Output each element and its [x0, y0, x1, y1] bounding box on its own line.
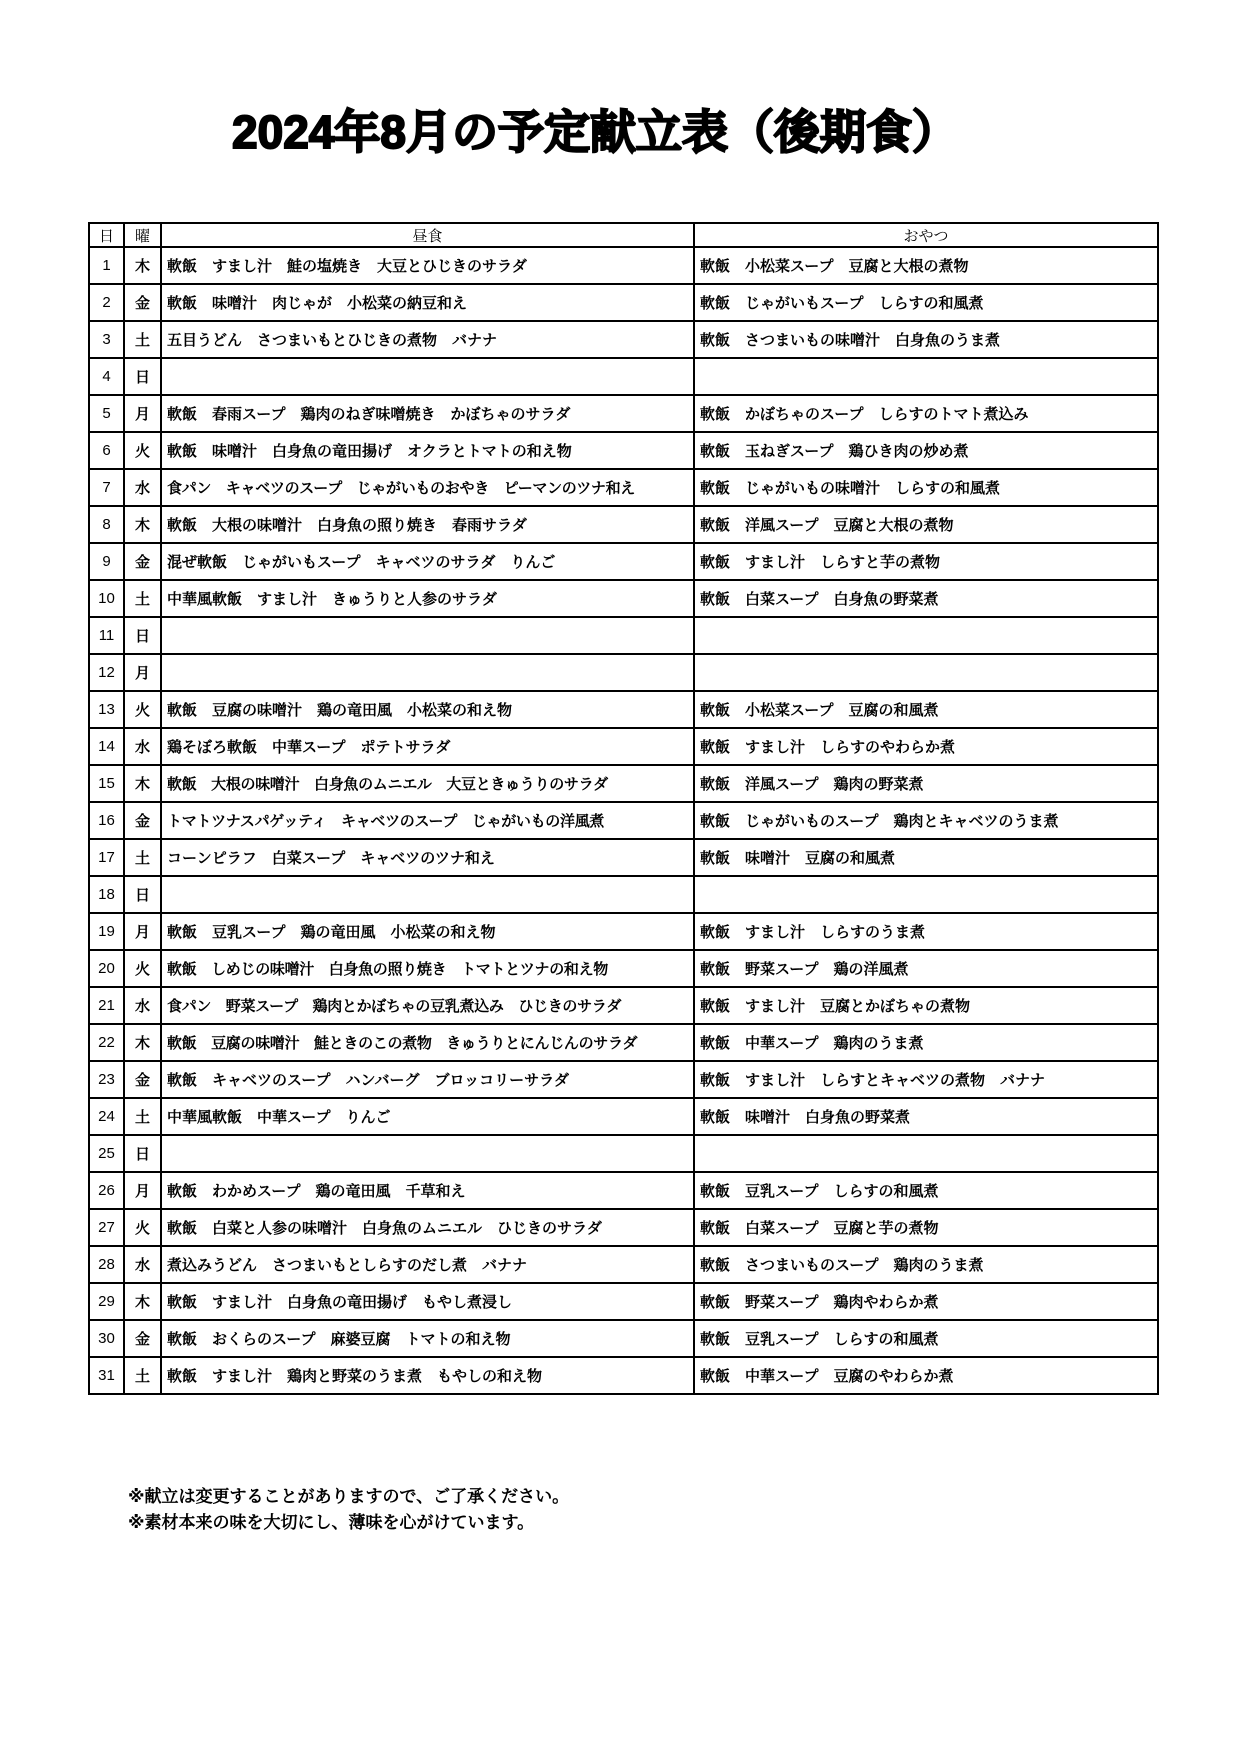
cell-weekday: 金	[124, 802, 161, 839]
table-row	[89, 395, 1158, 432]
cell-lunch: 軟飯 すまし汁 白身魚の竜田揚げ もやし煮浸し	[161, 1283, 694, 1320]
cell-snack: 軟飯 味噌汁 白身魚の野菜煮	[694, 1098, 1158, 1135]
cell-day: 29	[89, 1283, 124, 1320]
table-row	[89, 654, 1158, 691]
cell-lunch: 軟飯 すまし汁 鶏肉と野菜のうま煮 もやしの和え物	[161, 1357, 694, 1394]
cell-snack: 軟飯 野菜スープ 鶏の洋風煮	[694, 950, 1158, 987]
table-row	[89, 691, 1158, 728]
table-row	[89, 728, 1158, 765]
table-row	[89, 358, 1158, 395]
cell-snack: 軟飯 豆乳スープ しらすの和風煮	[694, 1320, 1158, 1357]
cell-snack: 軟飯 じゃがいもの味噌汁 しらすの和風煮	[694, 469, 1158, 506]
cell-day: 25	[89, 1135, 124, 1172]
cell-day: 16	[89, 802, 124, 839]
cell-snack: 軟飯 さつまいもの味噌汁 白身魚のうま煮	[694, 321, 1158, 358]
cell-snack	[694, 1135, 1158, 1172]
cell-weekday: 木	[124, 247, 161, 284]
cell-weekday: 水	[124, 728, 161, 765]
cell-snack	[694, 358, 1158, 395]
cell-snack: 軟飯 中華スープ 鶏肉のうま煮	[694, 1024, 1158, 1061]
cell-weekday: 日	[124, 358, 161, 395]
cell-weekday: 月	[124, 913, 161, 950]
cell-snack: 軟飯 白菜スープ 豆腐と芋の煮物	[694, 1209, 1158, 1246]
cell-snack: 軟飯 豆乳スープ しらすの和風煮	[694, 1172, 1158, 1209]
cell-snack: 軟飯 中華スープ 豆腐のやわらか煮	[694, 1357, 1158, 1394]
cell-day: 5	[89, 395, 124, 432]
table-row	[89, 950, 1158, 987]
cell-snack: 軟飯 じゃがいもスープ しらすの和風煮	[694, 284, 1158, 321]
cell-day: 31	[89, 1357, 124, 1394]
table-row	[89, 1135, 1158, 1172]
table-row	[89, 1209, 1158, 1246]
cell-lunch: 軟飯 豆腐の味噌汁 鶏の竜田風 小松菜の和え物	[161, 691, 694, 728]
table-row	[89, 839, 1158, 876]
cell-snack: 軟飯 じゃがいものスープ 鶏肉とキャベツのうま煮	[694, 802, 1158, 839]
cell-day: 7	[89, 469, 124, 506]
table-row	[89, 506, 1158, 543]
cell-lunch: 軟飯 大根の味噌汁 白身魚の照り焼き 春雨サラダ	[161, 506, 694, 543]
table-row	[89, 321, 1158, 358]
cell-day: 6	[89, 432, 124, 469]
cell-weekday: 土	[124, 580, 161, 617]
cell-lunch: コーンピラフ 白菜スープ キャベツのツナ和え	[161, 839, 694, 876]
cell-snack	[694, 617, 1158, 654]
cell-weekday: 日	[124, 617, 161, 654]
cell-day: 13	[89, 691, 124, 728]
cell-weekday: 火	[124, 1209, 161, 1246]
cell-day: 15	[89, 765, 124, 802]
cell-lunch: 食パン 野菜スープ 鶏肉とかぼちゃの豆乳煮込み ひじきのサラダ	[161, 987, 694, 1024]
header-lunch: 昼食	[161, 223, 694, 247]
cell-snack: 軟飯 味噌汁 豆腐の和風煮	[694, 839, 1158, 876]
cell-snack	[694, 876, 1158, 913]
header-row	[89, 223, 1158, 247]
cell-day: 4	[89, 358, 124, 395]
cell-lunch	[161, 654, 694, 691]
cell-lunch: 軟飯 味噌汁 肉じゃが 小松菜の納豆和え	[161, 284, 694, 321]
cell-snack: 軟飯 すまし汁 しらすのやわらか煮	[694, 728, 1158, 765]
cell-weekday: 木	[124, 765, 161, 802]
table-row	[89, 543, 1158, 580]
cell-lunch	[161, 617, 694, 654]
table-row	[89, 432, 1158, 469]
cell-lunch: 軟飯 わかめスープ 鶏の竜田風 千草和え	[161, 1172, 694, 1209]
cell-lunch: 軟飯 おくらのスープ 麻婆豆腐 トマトの和え物	[161, 1320, 694, 1357]
cell-lunch: 軟飯 すまし汁 鮭の塩焼き 大豆とひじきのサラダ	[161, 247, 694, 284]
cell-day: 28	[89, 1246, 124, 1283]
cell-day: 26	[89, 1172, 124, 1209]
cell-weekday: 木	[124, 1283, 161, 1320]
cell-day: 9	[89, 543, 124, 580]
cell-weekday: 金	[124, 284, 161, 321]
cell-snack: 軟飯 さつまいものスープ 鶏肉のうま煮	[694, 1246, 1158, 1283]
table-row	[89, 1024, 1158, 1061]
cell-weekday: 土	[124, 321, 161, 358]
cell-weekday: 水	[124, 1246, 161, 1283]
menu-table-body	[89, 247, 1158, 1394]
cell-weekday: 火	[124, 432, 161, 469]
table-row	[89, 1357, 1158, 1394]
table-row	[89, 617, 1158, 654]
cell-weekday: 水	[124, 469, 161, 506]
cell-snack: 軟飯 小松菜スープ 豆腐の和風煮	[694, 691, 1158, 728]
cell-lunch: 五目うどん さつまいもとひじきの煮物 バナナ	[161, 321, 694, 358]
cell-lunch	[161, 1135, 694, 1172]
table-row	[89, 247, 1158, 284]
table-row	[89, 1098, 1158, 1135]
table-row	[89, 1061, 1158, 1098]
cell-lunch	[161, 358, 694, 395]
cell-day: 10	[89, 580, 124, 617]
cell-lunch: 軟飯 大根の味噌汁 白身魚のムニエル 大豆ときゅうりのサラダ	[161, 765, 694, 802]
cell-weekday: 土	[124, 1357, 161, 1394]
cell-weekday: 日	[124, 876, 161, 913]
cell-lunch: 軟飯 しめじの味噌汁 白身魚の照り焼き トマトとツナの和え物	[161, 950, 694, 987]
cell-weekday: 水	[124, 987, 161, 1024]
cell-weekday: 金	[124, 543, 161, 580]
footnote-flavor-notice: ※素材本来の味を大切にし、薄味を心がけています。	[128, 1512, 535, 1532]
cell-day: 21	[89, 987, 124, 1024]
cell-lunch: 軟飯 味噌汁 白身魚の竜田揚げ オクラとトマトの和え物	[161, 432, 694, 469]
cell-lunch: 煮込みうどん さつまいもとしらすのだし煮 バナナ	[161, 1246, 694, 1283]
cell-snack: 軟飯 白菜スープ 白身魚の野菜煮	[694, 580, 1158, 617]
table-row	[89, 987, 1158, 1024]
cell-lunch: 軟飯 春雨スープ 鶏肉のねぎ味噌焼き かぼちゃのサラダ	[161, 395, 694, 432]
header-snack: おやつ	[694, 223, 1158, 247]
table-row	[89, 1320, 1158, 1357]
table-row	[89, 1246, 1158, 1283]
cell-weekday: 火	[124, 950, 161, 987]
table-row	[89, 1172, 1158, 1209]
menu-table	[88, 222, 1159, 1395]
cell-day: 30	[89, 1320, 124, 1357]
cell-lunch: 食パン キャベツのスープ じゃがいものおやき ピーマンのツナ和え	[161, 469, 694, 506]
table-row	[89, 284, 1158, 321]
cell-day: 12	[89, 654, 124, 691]
footnote-change-notice: ※献立は変更することがありますので、ご了承ください。	[128, 1487, 570, 1506]
cell-weekday: 木	[124, 1024, 161, 1061]
cell-day: 17	[89, 839, 124, 876]
cell-weekday: 土	[124, 1098, 161, 1135]
cell-day: 3	[89, 321, 124, 358]
cell-lunch: 混ぜ軟飯 じゃがいもスープ キャベツのサラダ りんご	[161, 543, 694, 580]
cell-day: 18	[89, 876, 124, 913]
cell-weekday: 日	[124, 1135, 161, 1172]
cell-lunch	[161, 876, 694, 913]
footnotes	[128, 1484, 569, 1535]
cell-lunch: 軟飯 白菜と人参の味噌汁 白身魚のムニエル ひじきのサラダ	[161, 1209, 694, 1246]
cell-day: 8	[89, 506, 124, 543]
cell-weekday: 金	[124, 1061, 161, 1098]
cell-lunch: 鶏そぼろ軟飯 中華スープ ポテトサラダ	[161, 728, 694, 765]
cell-snack: 軟飯 野菜スープ 鶏肉やわらか煮	[694, 1283, 1158, 1320]
cell-snack: 軟飯 すまし汁 しらすとキャベツの煮物 バナナ	[694, 1061, 1158, 1098]
cell-weekday: 土	[124, 839, 161, 876]
table-row	[89, 765, 1158, 802]
cell-lunch: 軟飯 豆腐の味噌汁 鮭ときのこの煮物 きゅうりとにんじんのサラダ	[161, 1024, 694, 1061]
table-row	[89, 469, 1158, 506]
cell-weekday: 金	[124, 1320, 161, 1357]
cell-day: 2	[89, 284, 124, 321]
header-weekday: 曜	[124, 223, 161, 247]
table-row	[89, 802, 1158, 839]
table-row	[89, 1283, 1158, 1320]
cell-day: 20	[89, 950, 124, 987]
cell-weekday: 月	[124, 654, 161, 691]
cell-day: 11	[89, 617, 124, 654]
cell-snack: 軟飯 すまし汁 豆腐とかぼちゃの煮物	[694, 987, 1158, 1024]
cell-day: 14	[89, 728, 124, 765]
table-row	[89, 876, 1158, 913]
table-row	[89, 913, 1158, 950]
cell-snack: 軟飯 小松菜スープ 豆腐と大根の煮物	[694, 247, 1158, 284]
cell-day: 27	[89, 1209, 124, 1246]
cell-snack: 軟飯 洋風スープ 鶏肉の野菜煮	[694, 765, 1158, 802]
cell-weekday: 木	[124, 506, 161, 543]
cell-day: 22	[89, 1024, 124, 1061]
cell-lunch: 軟飯 キャベツのスープ ハンバーグ ブロッコリーサラダ	[161, 1061, 694, 1098]
cell-snack: 軟飯 洋風スープ 豆腐と大根の煮物	[694, 506, 1158, 543]
cell-weekday: 月	[124, 1172, 161, 1209]
cell-weekday: 火	[124, 691, 161, 728]
table-row	[89, 580, 1158, 617]
page-title: 2024年8月の予定献立表（後期食）	[232, 106, 958, 158]
cell-weekday: 月	[124, 395, 161, 432]
cell-snack: 軟飯 すまし汁 しらすと芋の煮物	[694, 543, 1158, 580]
cell-day: 24	[89, 1098, 124, 1135]
cell-snack: 軟飯 かぼちゃのスープ しらすのトマト煮込み	[694, 395, 1158, 432]
cell-lunch: 中華風軟飯 すまし汁 きゅうりと人参のサラダ	[161, 580, 694, 617]
cell-day: 19	[89, 913, 124, 950]
cell-lunch: 中華風軟飯 中華スープ りんご	[161, 1098, 694, 1135]
cell-snack: 軟飯 すまし汁 しらすのうま煮	[694, 913, 1158, 950]
header-day: 日	[89, 223, 124, 247]
cell-lunch: 軟飯 豆乳スープ 鶏の竜田風 小松菜の和え物	[161, 913, 694, 950]
cell-day: 1	[89, 247, 124, 284]
cell-lunch: トマトツナスパゲッティ キャベツのスープ じゃがいもの洋風煮	[161, 802, 694, 839]
cell-day: 23	[89, 1061, 124, 1098]
cell-snack	[694, 654, 1158, 691]
cell-snack: 軟飯 玉ねぎスープ 鶏ひき肉の炒め煮	[694, 432, 1158, 469]
